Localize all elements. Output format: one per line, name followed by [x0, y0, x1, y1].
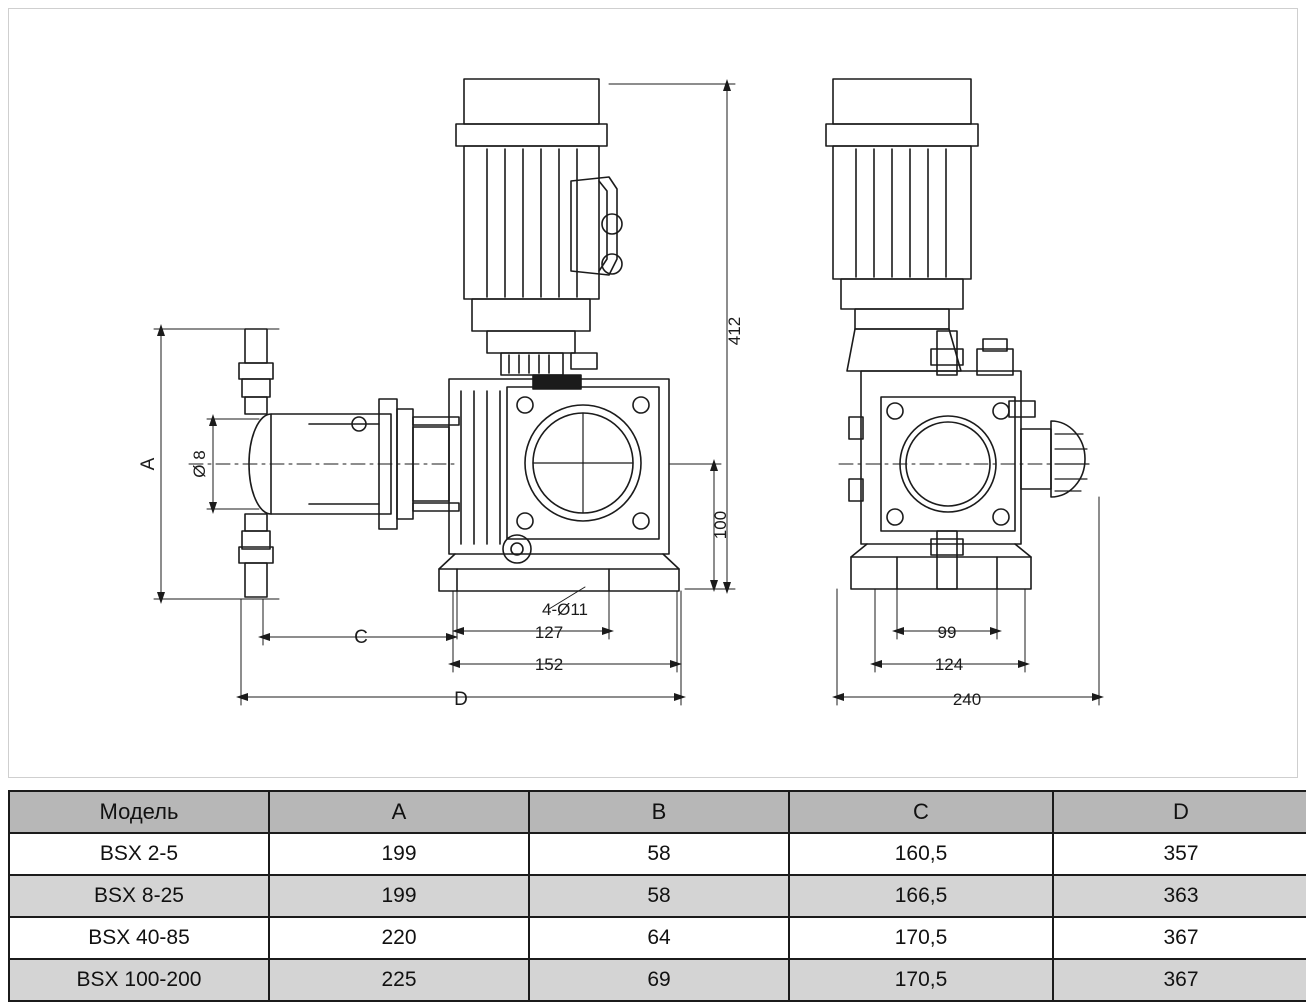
cell-model: BSX 40-85: [9, 917, 269, 959]
dim-label-124: 124: [934, 655, 964, 674]
dim-label-port-diameter: Ø 8: [190, 450, 209, 478]
dim-label-4-d11: 4-Ø11: [542, 600, 588, 619]
cell-c: 166,5: [789, 875, 1053, 917]
cell-model: BSX 8-25: [9, 875, 269, 917]
cell-c: 170,5: [789, 959, 1053, 1001]
dim-label-152: 152: [534, 655, 564, 674]
cell-model: BSX 2-5: [9, 833, 269, 875]
cell-b: 69: [529, 959, 789, 1001]
cell-d: 367: [1053, 959, 1306, 1001]
pump-dimensional-drawing: [9, 9, 1299, 779]
drawing-area: [8, 8, 1298, 778]
table-header-row: [9, 791, 1306, 833]
side-view-pump-outline: [826, 79, 1089, 589]
header-a: A: [269, 791, 529, 833]
dim-label-c: C: [354, 627, 368, 648]
cell-a: 199: [269, 833, 529, 875]
cell-b: 58: [529, 833, 789, 875]
header-model: Модель: [9, 791, 269, 833]
dim-label-240: 240: [952, 690, 982, 709]
dim-label-412: 412: [725, 316, 744, 346]
cell-a: 225: [269, 959, 529, 1001]
header-d: D: [1053, 791, 1306, 833]
cell-a: 199: [269, 875, 529, 917]
cell-a: 220: [269, 917, 529, 959]
cell-b: 64: [529, 917, 789, 959]
model-dimensions-table: [8, 790, 1306, 1002]
front-view-pump-outline: [189, 79, 679, 597]
table-row: [9, 833, 1306, 875]
header-b: B: [529, 791, 789, 833]
cell-d: 367: [1053, 917, 1306, 959]
table-row: [9, 917, 1306, 959]
dim-label-d: D: [454, 689, 468, 710]
side-view-dimensions: [832, 497, 1104, 705]
dim-label-99: 99: [937, 623, 957, 642]
dim-label-127: 127: [534, 623, 564, 642]
cell-b: 58: [529, 875, 789, 917]
cell-model: BSX 100-200: [9, 959, 269, 1001]
table-row: [9, 875, 1306, 917]
cell-c: 160,5: [789, 833, 1053, 875]
table-row: [9, 959, 1306, 1001]
cell-d: 363: [1053, 875, 1306, 917]
front-view-dimensions: [154, 79, 735, 705]
dim-label-100: 100: [711, 510, 730, 540]
cell-d: 357: [1053, 833, 1306, 875]
cell-c: 170,5: [789, 917, 1053, 959]
dim-label-a: A: [138, 457, 159, 471]
header-c: C: [789, 791, 1053, 833]
